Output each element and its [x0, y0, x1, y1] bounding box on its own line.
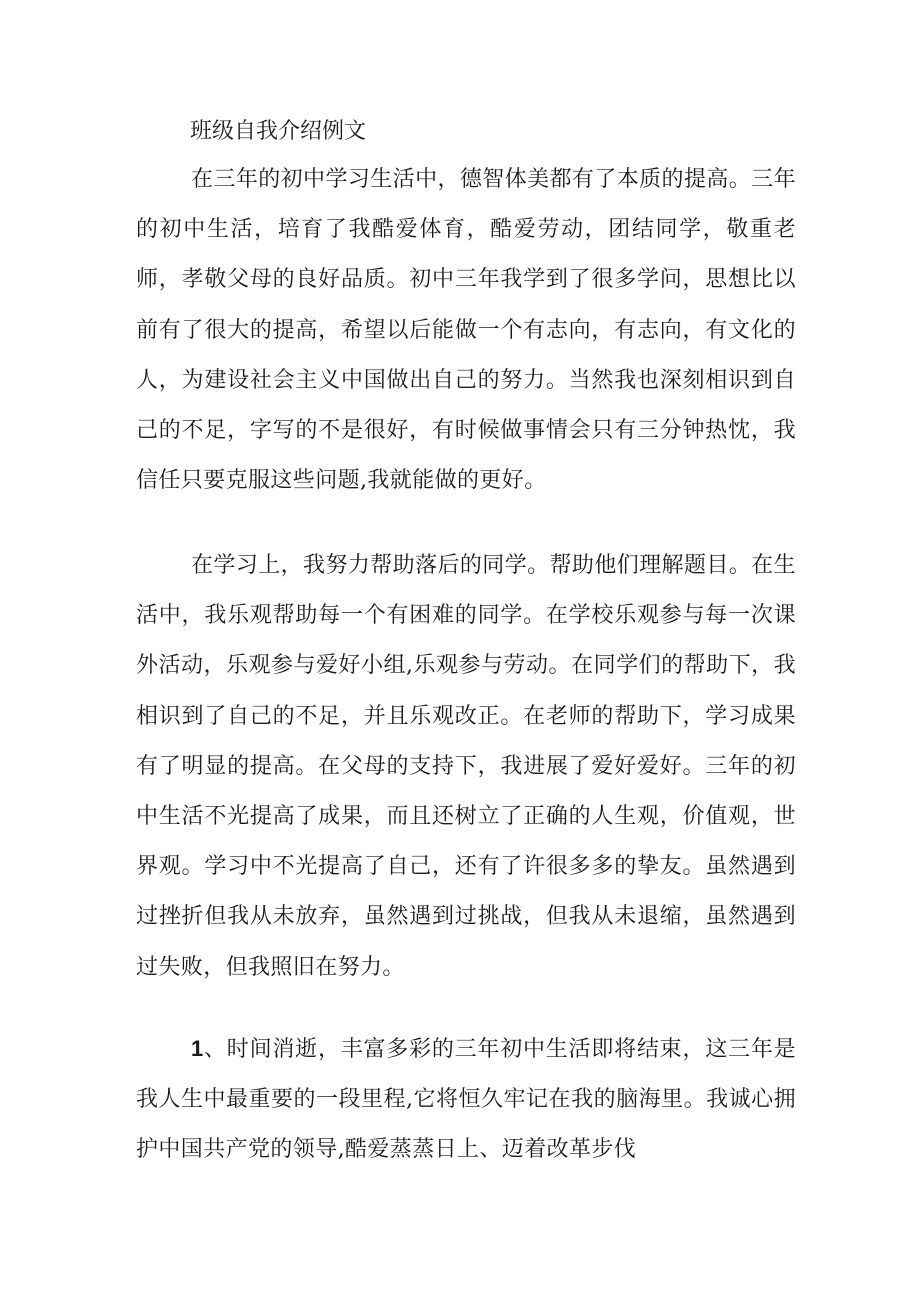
paragraph-3-text: 、时间消逝，丰富多彩的三年初中生活即将结束，这三年是我人生中最重要的一段里程,它将恒久牢记在我的脑海里。我诚心拥护中国共产党的领导,酷爱蒸蒸日上、迈着改革步伐 — [136, 1037, 796, 1163]
paragraph-3 — [136, 1024, 796, 1176]
paragraph-1-text: 在三年的初中学习生活中，德智体美都有了本质的提高。三年的初中生活，培育了我酷爱体育，酷爱劳动，团结同学，敬重老师，孝敬父母的良好品质。初中三年我学到了很多学问，思想比以前有了很大的提高，希望以后能做一个有志向，有志向，有文化的人，为建设社会主义中国做出自己的努力。当然我也深刻相识到自己的不足，字写的不是很好，有时候做事情会只有三分钟热忱，我信任只要克服这些问题,我就能做的更好。 — [136, 167, 796, 494]
paragraph-2-text: 在学习上，我努力帮助落后的同学。帮助他们理解题目。在生活中，我乐观帮助每一个有困难的同学。在学校乐观参与每一次课外活动，乐观参与爱好小组,乐观参与劳动。在同学们的帮助下，我相识到了自己的不足，并且乐观改正。在老师的帮助下，学习成果有了明显的提高。在父母的支持下，我进展了爱好爱好。三年的初中生活不光提高了成果，而且还树立了正确的人生观，价值观，世界观。学习中不光提高了自己，还有了许很多多的挚友。虽然遇到过挫折但我从未放弃，虽然遇到过挑战，但我从未退缩，虽然遇到过失败，但我照旧在努力。 — [136, 553, 796, 980]
list-number: 1 — [191, 1036, 204, 1061]
paragraph-1 — [136, 155, 796, 506]
document-title: 班级自我介绍例文 — [190, 119, 367, 144]
paragraph-2 — [136, 541, 796, 993]
